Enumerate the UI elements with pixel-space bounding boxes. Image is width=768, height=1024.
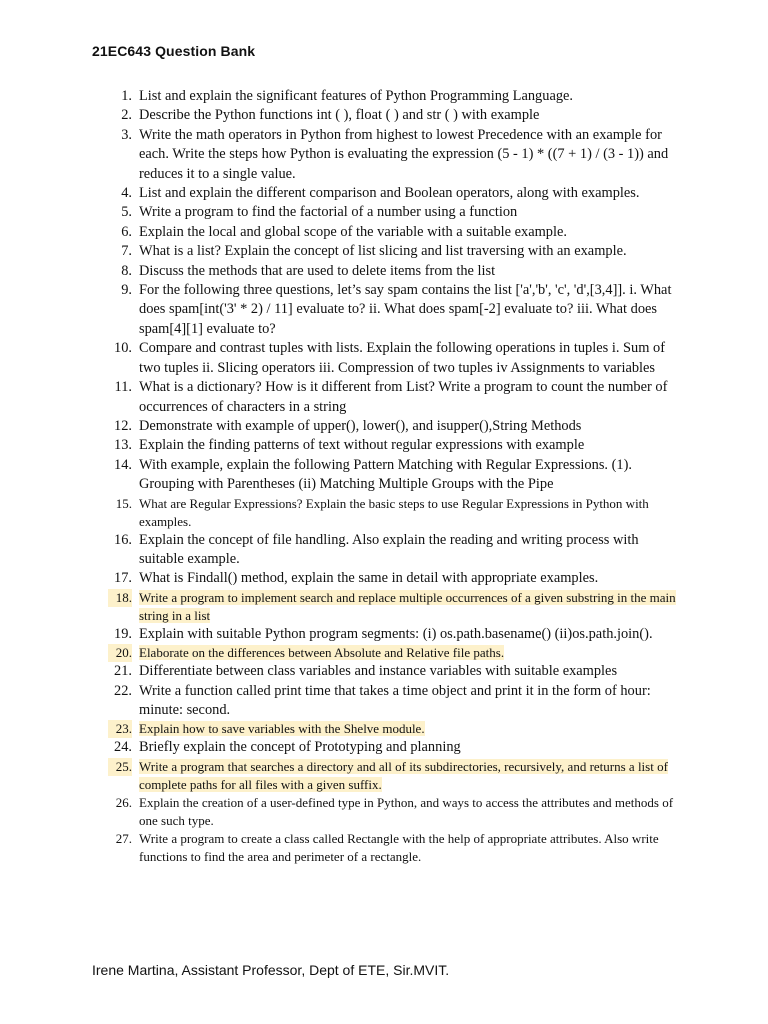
- footer-author: Irene Martina, Assistant Professor, Dept of ETE, Sir.MVIT.: [92, 962, 450, 978]
- question-text: Explain the concept of file handling. Also explain the reading and writing process with suitable example.: [139, 531, 639, 567]
- question-item: [108, 436, 676, 455]
- question-item: [108, 106, 676, 125]
- question-number: 21.: [114, 663, 132, 680]
- question-item: [108, 262, 676, 281]
- question-text: Explain the local and global scope of the variable with a suitable example.: [139, 223, 567, 240]
- question-number: 13.: [114, 437, 132, 454]
- question-item: [108, 417, 676, 436]
- question-item: [108, 378, 676, 417]
- question-number: 12.: [114, 417, 132, 434]
- question-item: [108, 531, 676, 570]
- question-item: [108, 87, 676, 106]
- question-text: Write the math operators in Python from highest to lowest Precedence with an example for each. Write the steps how Python is evaluating the expression (5 - 1) * ((7 + 1) / (3 - 1)) and reduces it to a single value.: [139, 126, 669, 182]
- question-number: 22.: [114, 682, 132, 699]
- question-number: 18.: [108, 589, 132, 607]
- question-text: Compare and contrast tuples with lists. Explain the following operations in tuples i. Sum of two tuples ii. Slicing operators iii. Compression of two tuples iv Assignments to variables: [139, 340, 665, 376]
- question-item: [108, 662, 676, 681]
- question-item: [108, 223, 676, 242]
- question-text: What is Findall() method, explain the same in detail with appropriate examples.: [139, 570, 599, 587]
- question-number: 23.: [108, 720, 132, 738]
- question-item: [108, 339, 676, 378]
- question-item: [108, 758, 676, 794]
- question-number: 9.: [121, 282, 132, 299]
- question-number: 3.: [121, 126, 132, 143]
- question-list: [108, 87, 676, 866]
- question-item: [108, 682, 676, 721]
- question-number: 8.: [121, 262, 132, 279]
- question-number: 15.: [115, 495, 132, 511]
- question-number: 24.: [114, 739, 132, 756]
- question-number: 26.: [115, 794, 132, 810]
- question-item: [108, 203, 676, 222]
- question-text: List and explain the different comparison and Boolean operators, along with examples.: [139, 185, 640, 202]
- question-number: 27.: [115, 830, 132, 846]
- question-text: Explain the finding patterns of text without regular expressions with example: [139, 437, 585, 454]
- question-text: Write a program to create a class called Rectangle with the help of appropriate attributes. Also write functions to find the area and perimeter of a rectangle.: [139, 830, 659, 864]
- question-text: Demonstrate with example of upper(), lower(), and isupper(),String Methods: [139, 417, 582, 434]
- question-number: 25.: [108, 758, 132, 776]
- question-item: [108, 625, 676, 644]
- question-number: 2.: [121, 107, 132, 124]
- question-text: What is a dictionary? How is it different from List? Write a program to count the number of occurrences of characters in a string: [139, 379, 668, 415]
- question-item: [108, 184, 676, 203]
- question-text: For the following three questions, let’s say spam contains the list ['a','b', 'c', 'd',[3,4]]. i. What does spam[int('3' * 2) / 11] evaluate to? ii. What does spam[-2] evaluate to? iii. What does spam[4][1] evaluate to?: [139, 282, 672, 337]
- question-item: [108, 589, 676, 625]
- question-text: What are Regular Expressions? Explain the basic steps to use Regular Expressions in Python with examples.: [139, 495, 649, 529]
- question-item: [108, 126, 676, 184]
- question-item: [108, 456, 676, 495]
- question-item: [108, 281, 676, 339]
- question-text: Write a program to find the factorial of a number using a function: [139, 204, 518, 221]
- question-number: 19.: [114, 625, 132, 642]
- question-number: 1.: [121, 88, 132, 104]
- question-item: [108, 242, 676, 261]
- question-text: Differentiate between class variables and instance variables with suitable examples: [139, 663, 618, 680]
- question-number: 6.: [121, 223, 132, 240]
- question-number: 5.: [121, 204, 132, 221]
- question-item: [108, 738, 676, 757]
- question-number: 10.: [114, 340, 132, 357]
- page-title: 21EC643 Question Bank: [92, 43, 256, 59]
- question-text: Explain the creation of a user-defined type in Python, and ways to access the attributes and methods of one such type.: [139, 794, 674, 828]
- question-number: 20.: [108, 644, 132, 662]
- question-text: Explain with suitable Python program segments: (i) os.path.basename() (ii)os.path.join().: [139, 625, 653, 642]
- question-item: [108, 830, 676, 866]
- question-text: Discuss the methods that are used to delete items from the list: [139, 262, 496, 279]
- question-number: 7.: [121, 243, 132, 260]
- question-text: Explain how to save variables with the Shelve module.: [139, 721, 425, 737]
- question-number: 14.: [114, 456, 132, 473]
- question-text: Write a program to implement search and replace multiple occurrences of a given substring in the main string in a list: [139, 589, 676, 623]
- question-item: [108, 720, 676, 738]
- question-number: 16.: [114, 531, 132, 548]
- question-text: What is a list? Explain the concept of list slicing and list traversing with an example.: [139, 243, 627, 260]
- question-text: List and explain the significant features of Python Programming Language.: [139, 88, 574, 104]
- question-text: Briefly explain the concept of Prototyping and planning: [139, 739, 461, 756]
- question-text: Write a program that searches a directory and all of its subdirectories, recursively, and returns a list of complete paths for all files with a given suffix.: [139, 758, 668, 792]
- question-item: [108, 644, 676, 662]
- question-number: 17.: [114, 570, 132, 587]
- question-number: 4.: [121, 185, 132, 202]
- question-number: 11.: [114, 379, 132, 396]
- question-item: [108, 569, 676, 588]
- question-item: [108, 495, 676, 531]
- question-text: Elaborate on the differences between Absolute and Relative file paths.: [139, 645, 505, 661]
- question-item: [108, 794, 676, 830]
- question-text: Describe the Python functions int ( ), float ( ) and str ( ) with example: [139, 107, 540, 124]
- question-text: With example, explain the following Pattern Matching with Regular Expressions. (1). Grouping with Parentheses (ii) Matching Multiple Groups with the Pipe: [139, 456, 632, 493]
- question-text: Write a function called print time that takes a time object and print it in the form of hour: minute: second.: [139, 682, 651, 718]
